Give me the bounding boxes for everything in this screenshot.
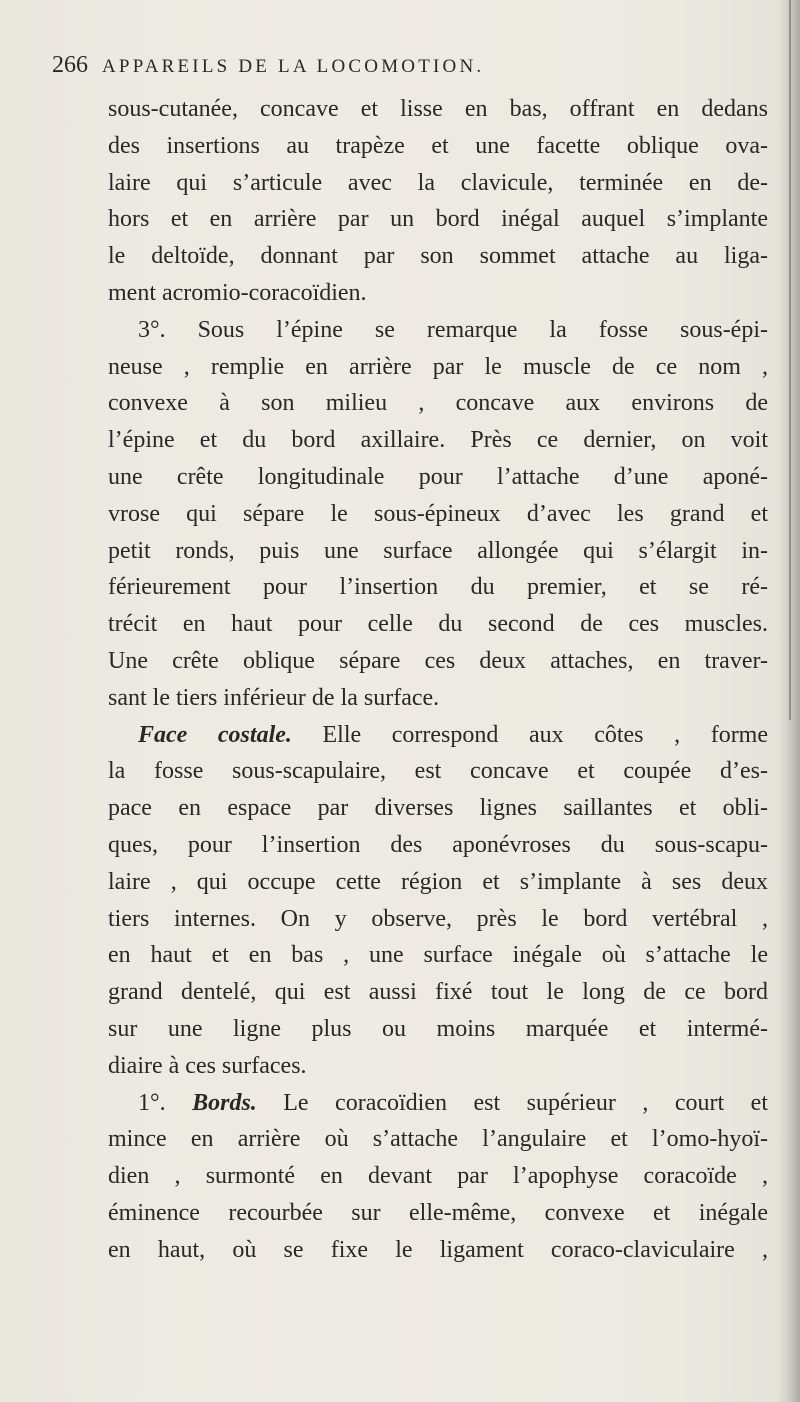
text-line — [108, 533, 768, 570]
line-text: vrose qui sépare le sous-épineux d’avec les grand et — [108, 500, 768, 527]
page-header — [52, 52, 752, 88]
text-line — [108, 312, 768, 349]
text-line — [108, 1011, 768, 1048]
line-text: férieurement pour l’insertion du premier, et se ré- — [108, 574, 768, 601]
line-text: hors et en arrière par un bord inégal auquel s’implante — [108, 206, 768, 233]
line-text: trécit en haut pour celle du second de ces muscles. — [108, 611, 768, 638]
line-text: sur une ligne plus ou moins marquée et intermé- — [108, 1015, 768, 1042]
line-text: neuse , remplie en arrière par le muscle de ce nom , — [108, 353, 768, 380]
text-line — [108, 937, 768, 974]
line-text: convexe à son milieu , concave aux environs de — [108, 390, 768, 417]
page-edge-line — [789, 0, 791, 720]
line-text: Le coracoïdien est supérieur , court et — [256, 1089, 768, 1116]
text-line — [108, 91, 768, 128]
text-line — [108, 753, 768, 790]
text-line — [108, 201, 768, 238]
line-text: mince en arrière où s’attache l’angulaire et l’omo-hyoï- — [108, 1126, 768, 1153]
text-line — [108, 901, 768, 938]
line-text: Une crête oblique sépare ces deux attaches, en traver- — [108, 647, 768, 674]
text-line — [108, 1048, 768, 1085]
section-heading: Bords. — [192, 1089, 257, 1116]
line-text: sant le tiers inférieur de la surface. — [108, 684, 440, 711]
line-text: sous-cutanée, concave et lisse en bas, offrant en dedans — [108, 96, 768, 122]
text-line — [108, 790, 768, 827]
text-line — [108, 275, 768, 312]
line-text: laire qui s’articule avec la clavicule, terminée en de- — [108, 169, 768, 196]
line-text: une crête longitudinale pour l’attache d’une aponé- — [108, 463, 768, 490]
line-text: en haut, où se fixe le ligament coraco-claviculaire , — [108, 1236, 768, 1263]
running-title: APPAREILS DE LA LOCOMOTION. — [102, 56, 485, 77]
text-line — [108, 974, 768, 1011]
text-line — [108, 128, 768, 165]
line-text: diaire à ces surfaces. — [108, 1052, 307, 1079]
line-text: laire , qui occupe cette région et s’implante à ses deux — [108, 868, 768, 895]
text-line — [108, 385, 768, 422]
line-text: en haut et en bas , une surface inégale où s’attache le — [108, 942, 768, 969]
text-line — [108, 606, 768, 643]
line-prefix: 1°. — [138, 1089, 193, 1116]
text-line — [108, 165, 768, 202]
text-line — [108, 680, 768, 717]
page-number: 266 — [52, 52, 88, 78]
line-text: l’épine et du bord axillaire. Près ce dernier, on voit — [108, 427, 768, 454]
text-line — [108, 717, 768, 754]
text-line — [108, 1195, 768, 1232]
body-text — [108, 91, 768, 1269]
line-text: des insertions au trapèze et une facette oblique ova- — [108, 132, 768, 159]
text-line — [108, 1085, 768, 1122]
line-text: le deltoïde, donnant par son sommet attache au liga- — [108, 243, 768, 270]
line-text: 3°. Sous l’épine se remarque la fosse sous-épi- — [138, 316, 768, 343]
text-line — [108, 864, 768, 901]
line-text: éminence recourbée sur elle-même, convexe et inégale — [108, 1199, 768, 1226]
text-line — [108, 827, 768, 864]
text-line — [108, 1121, 768, 1158]
text-line — [108, 459, 768, 496]
text-line — [108, 349, 768, 386]
section-heading: Face costale. — [138, 721, 292, 748]
line-text: petit ronds, puis une surface allongée qui s’élargit in- — [108, 537, 768, 564]
line-text: Elle correspond aux côtes , forme — [291, 721, 768, 748]
text-line — [108, 238, 768, 275]
line-text: pace en espace par diverses lignes saillantes et obli- — [108, 795, 768, 822]
line-text: dien , surmonté en devant par l’apophyse coracoïde , — [108, 1163, 768, 1190]
line-text: ques, pour l’insertion des aponévroses du sous-scapu- — [108, 831, 768, 858]
line-text: ment acromio-coracoïdien. — [108, 279, 367, 306]
line-text: grand dentelé, qui est aussi fixé tout le long de ce bord — [108, 979, 768, 1006]
text-line — [108, 643, 768, 680]
text-line — [108, 496, 768, 533]
text-line — [108, 569, 768, 606]
text-line — [108, 422, 768, 459]
line-text: la fosse sous-scapulaire, est concave et coupée d’es- — [108, 758, 768, 785]
text-line — [108, 1232, 768, 1269]
text-line — [108, 1158, 768, 1195]
line-text: tiers internes. On y observe, près le bord vertébral , — [108, 905, 768, 932]
